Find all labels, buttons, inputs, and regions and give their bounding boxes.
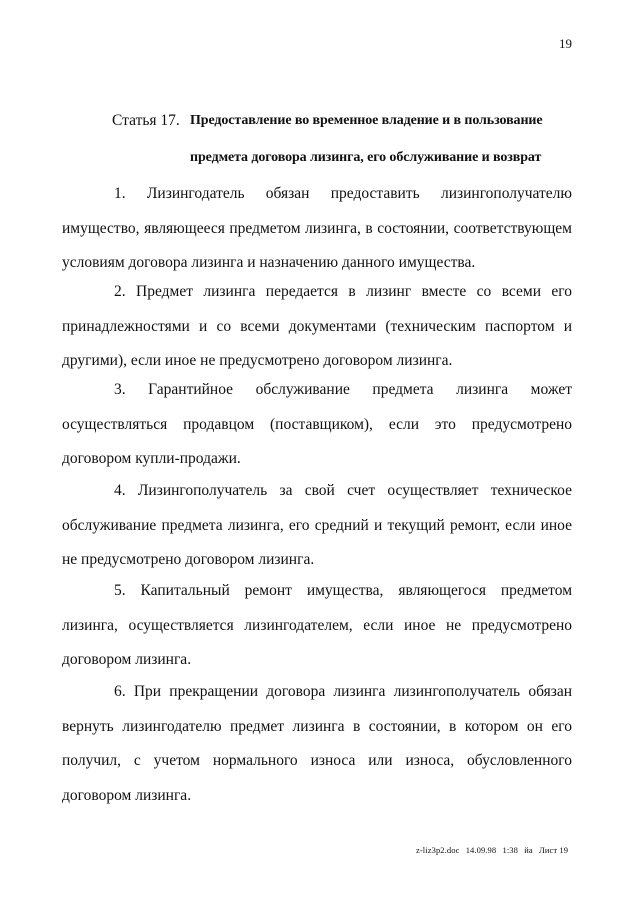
footer-filename: z-liz3p2.doc (416, 845, 460, 855)
clause-2: 2. Предмет лизинга передается в лизинг вместе со всеми его принадлежностями и со всеми документами (техническим паспортом и другими), если иное не предусмотрено договором лизинга. (62, 283, 572, 369)
clause-5: 5. Капитальный ремонт имущества, являющегося предметом лизинга, осуществляется лизингодателем, если иное не предусмотрено договором лизинга. (62, 582, 572, 668)
page-footer (416, 845, 572, 855)
footer-date: 14.09.98 (465, 845, 497, 855)
clause-3: 3. Гарантийное обслуживание предмета лизинга может осуществляться продавцом (поставщиком), если это предусмотрено договором купли-продажи. (62, 381, 572, 467)
footer-sheet: Лист 19 (539, 845, 569, 855)
page-number: 19 (559, 36, 572, 51)
footer-time: 1:38 (502, 845, 518, 855)
article-title-line2: предмета договора лизинга, его обслуживание и возврат (190, 150, 542, 165)
clause-4: 4. Лизингополучатель за свой счет осуществляет техническое обслуживание предмета лизинга, его средний и текущий ремонт, если иное не предусмотрено договором лизинга. (62, 482, 572, 568)
footer-code: йа (524, 845, 533, 855)
clause-1: 1. Лизингодатель обязан предоставить лизингополучателю имущество, являющееся предметом лизинга, в состоянии, соответствующем условиям договора лизинга и назначению данного имущества. (62, 185, 572, 271)
article-title-line1: Предоставление во временное владение и в пользование (190, 113, 543, 128)
clause-6: 6. При прекращении договора лизинга лизингополучатель обязан вернуть лизингодателю предмет лизинга в состоянии, в котором он его получил, с учетом нормального износа или износа, обусловленного договором лизинга. (62, 683, 572, 804)
article-label: Статья 17. (112, 112, 180, 129)
